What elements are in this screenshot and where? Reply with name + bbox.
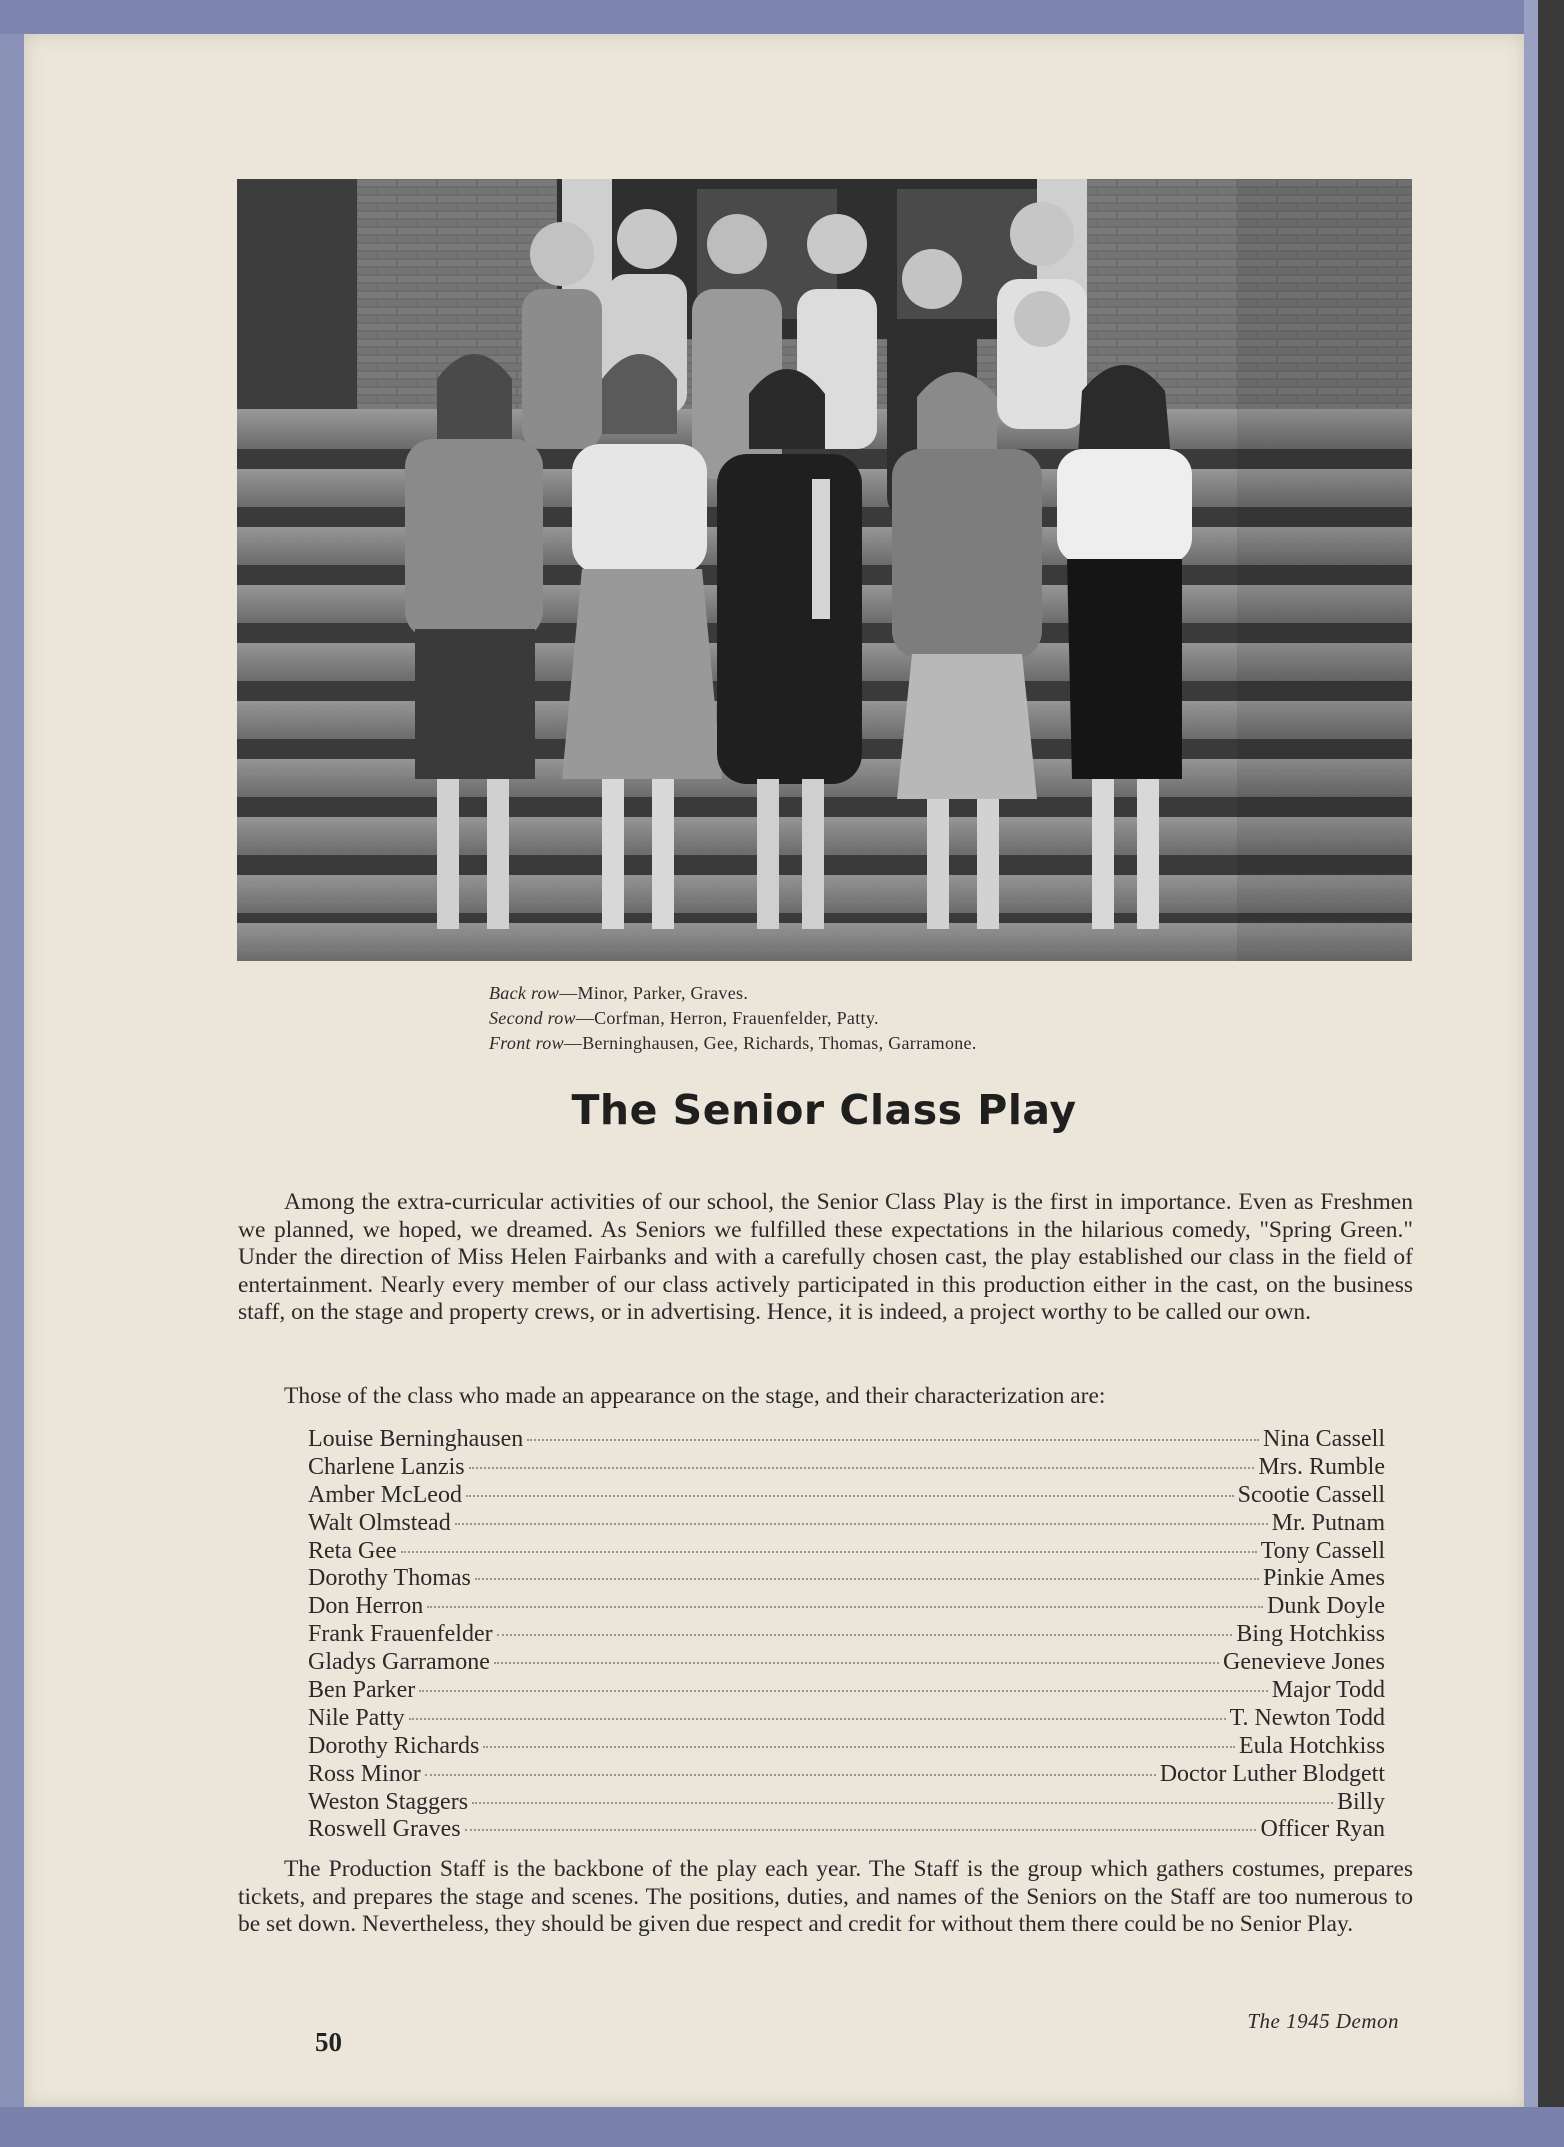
- cast-entry: [308, 1761, 1385, 1789]
- cast-member-name: Gladys Garramone: [308, 1649, 490, 1676]
- dot-leader: [409, 1717, 1226, 1720]
- cast-entry: [308, 1677, 1385, 1705]
- caption-row-label: Second row: [489, 1008, 576, 1028]
- dot-leader: [497, 1633, 1233, 1636]
- caption-row-names: —Corfman, Herron, Frauenfelder, Patty.: [575, 1008, 879, 1028]
- book-binding-edge: [1524, 0, 1538, 2147]
- cast-entry: [308, 1621, 1385, 1649]
- dot-leader: [465, 1828, 1257, 1831]
- cast-entry: [308, 1649, 1385, 1677]
- caption-row-names: —Minor, Parker, Graves.: [559, 983, 749, 1003]
- cast-entry: [308, 1789, 1385, 1817]
- character-role: Mrs. Rumble: [1258, 1453, 1385, 1480]
- character-role: Tony Cassell: [1260, 1537, 1385, 1564]
- character-role: Nina Cassell: [1263, 1426, 1385, 1452]
- production-staff-paragraph: The Production Staff is the backbone of the play each year. The Staff is the group which gathers costumes, prepares tickets, and prepares the stage and scenes. The positions, duties, and names of the Seniors on the Staff are too numerous to be set down. Nevertheless, they should be given due respect and credit for without them there could be no Senior Play.: [238, 1856, 1413, 1937]
- cast-member-name: Frank Frauenfelder: [308, 1621, 493, 1648]
- character-role: Eula Hotchkiss: [1239, 1732, 1385, 1759]
- cast-entry: [308, 1816, 1385, 1844]
- caption-front-row: [489, 1031, 1189, 1056]
- cast-member-name: Ross Minor: [308, 1760, 421, 1787]
- photo-caption: [489, 981, 1189, 1056]
- yearbook-footer-title: The 1945 Demon: [1247, 2009, 1399, 2033]
- cast-entry: [308, 1538, 1385, 1566]
- class-play-cast-photo: [237, 179, 1412, 961]
- cast-member-name: Don Herron: [308, 1593, 424, 1620]
- cast-member-name: Roswell Graves: [308, 1816, 461, 1843]
- dot-leader: [469, 1466, 1255, 1469]
- caption-second-row: [489, 1006, 1189, 1031]
- dot-leader: [427, 1605, 1263, 1608]
- character-role: Bing Hotchkiss: [1236, 1621, 1385, 1648]
- cast-member-name: Nile Patty: [308, 1704, 405, 1731]
- dot-leader: [455, 1522, 1268, 1525]
- book-binding-bottom: [0, 2107, 1564, 2147]
- cast-list: [308, 1426, 1385, 1844]
- dot-leader: [472, 1801, 1333, 1804]
- character-role: Pinkie Ames: [1262, 1565, 1385, 1592]
- caption-row-label: Front row: [489, 1033, 564, 1053]
- page-number: 50: [315, 2027, 342, 2057]
- character-role: Doctor Luther Blodgett: [1159, 1760, 1385, 1787]
- cast-member-name: Reta Gee: [308, 1537, 397, 1564]
- caption-row-label: Back row: [489, 983, 560, 1003]
- dot-leader: [475, 1577, 1259, 1580]
- character-role: Billy: [1336, 1788, 1385, 1815]
- dot-leader: [419, 1689, 1268, 1692]
- cast-member-name: Amber McLeod: [308, 1481, 462, 1508]
- book-spine-shadow: [1538, 0, 1564, 2147]
- cast-entry: [308, 1705, 1385, 1733]
- page-title: The Senior Class Play: [571, 1086, 1077, 1134]
- dot-leader: [494, 1661, 1219, 1664]
- caption-back-row: [489, 981, 1189, 1006]
- yearbook-page: [24, 34, 1524, 2107]
- cast-member-name: Weston Staggers: [308, 1788, 469, 1815]
- cast-entry: [308, 1454, 1385, 1482]
- cast-entry: [308, 1565, 1385, 1593]
- caption-row-names: —Berninghausen, Gee, Richards, Thomas, Garramone.: [563, 1033, 977, 1053]
- character-role: Mr. Putnam: [1271, 1509, 1385, 1536]
- character-role: Scootie Cassell: [1237, 1481, 1385, 1508]
- cast-member-name: Walt Olmstead: [308, 1509, 451, 1536]
- cast-entry: [308, 1733, 1385, 1761]
- dot-leader: [425, 1773, 1156, 1776]
- character-role: Major Todd: [1271, 1677, 1385, 1704]
- cast-member-name: Dorothy Thomas: [308, 1565, 471, 1592]
- character-role: Officer Ryan: [1260, 1816, 1385, 1843]
- cast-entry: [308, 1426, 1385, 1454]
- cast-member-name: Dorothy Richards: [308, 1732, 480, 1759]
- cast-member-name: Ben Parker: [308, 1677, 416, 1704]
- cast-entry: [308, 1482, 1385, 1510]
- cast-entry: [308, 1510, 1385, 1538]
- cast-member-name: Charlene Lanzis: [308, 1453, 465, 1480]
- dot-leader: [483, 1745, 1235, 1748]
- character-role: Genevieve Jones: [1223, 1649, 1385, 1676]
- cast-entry: [308, 1593, 1385, 1621]
- intro-paragraph: Among the extra-curricular activities of our school, the Senior Class Play is the first in importance. Even as Freshmen we planned, we hoped, we dreamed. As Seniors we fulfilled these expectations in the hilarious comedy, "Spring Green." Under the direction of Miss Helen Fairbanks and with a carefully chosen cast, the play established our class in the field of entertainment. Nearly every member of our class actively participated in this production either in the cast, on the business staff, on the stage and property crews, or in advertising. Hence, it is indeed, a project worthy to be called our own.: [238, 1189, 1413, 1325]
- character-role: T. Newton Todd: [1229, 1704, 1385, 1731]
- character-role: Dunk Doyle: [1267, 1593, 1385, 1620]
- cast-member-name: Louise Berninghausen: [308, 1426, 524, 1452]
- dot-leader: [466, 1494, 1234, 1497]
- dot-leader: [527, 1438, 1259, 1441]
- dot-leader: [401, 1550, 1257, 1553]
- cast-intro-line: Those of the class who made an appearance on the stage, and their characterization are:: [284, 1383, 1106, 1409]
- book-binding-top: [0, 0, 1564, 34]
